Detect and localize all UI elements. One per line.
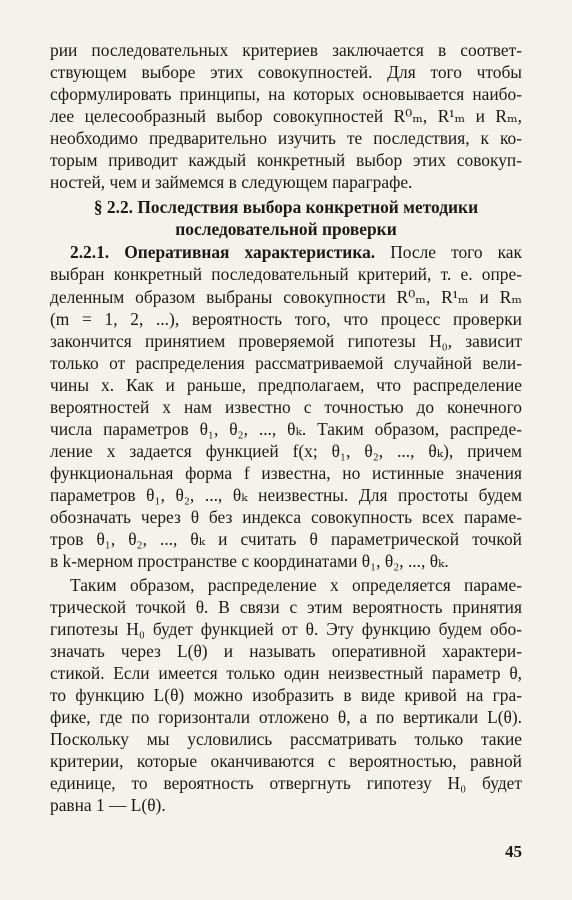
section-heading-line-2: последовательной проверки xyxy=(175,219,397,239)
text-line: в k-мерном пространстве с координатами θ₁, θ₂, ..., θₖ. xyxy=(50,551,449,571)
text-line: (m = 1, 2, ...), вероятность того, что процесс проверки xyxy=(50,309,522,329)
text-line: чины x. Как и раньше, предполагаем, что распределение xyxy=(50,375,522,395)
text-line: торым приводит каждый конкретный выбор этих совокуп- xyxy=(50,150,522,170)
text-line: Поскольку мы условились рассматривать только такие xyxy=(50,729,522,749)
text-line: равна 1 — L(θ). xyxy=(50,795,166,815)
text-line: только от распределения рассматриваемой случайной вели- xyxy=(50,353,522,373)
text-line: лее целесообразный выбор совокупностей R⁰ₘ, R¹ₘ и Rₘ, xyxy=(50,106,522,126)
text-line xyxy=(70,242,522,264)
text-line: обозначать через θ без индекса совокупность всех параме- xyxy=(50,507,522,527)
text-line: деленным образом выбраны совокупности R⁰ₘ, R¹ₘ и Rₘ xyxy=(50,287,522,307)
text-line: фике, где по горизонтали отложено θ, а по вертикали L(θ). xyxy=(50,707,522,727)
text-line: закончится принятием проверяемой гипотезы H₀, зависит xyxy=(50,331,522,351)
text-line: числа параметров θ₁, θ₂, ..., θₖ. Таким образом, распреде- xyxy=(50,419,522,439)
text-line: гипотезы H₀ будет функцией от θ. Эту функцию будем обо- xyxy=(50,619,522,639)
text-line: необходимо предварительно изучить те последствия, к ко- xyxy=(50,128,522,148)
text-line: ностей, чем и займемся в следующем параграфе. xyxy=(50,172,413,192)
text-line: параметров θ₁, θ₂, ..., θₖ неизвестны. Для простоты будем xyxy=(50,485,522,505)
page-number: 45 xyxy=(505,842,522,861)
text-line: то функцию L(θ) можно изобразить в виде кривой на гра- xyxy=(50,685,522,705)
text-line: сформулировать принципы, на которых основывается наибо- xyxy=(50,84,522,104)
text-line: Таким образом, распределение x определяется параме- xyxy=(70,575,522,595)
text-line: стикой. Если имеется только один неизвестный параметр θ, xyxy=(50,663,522,683)
text-run: После того как xyxy=(390,242,522,262)
text-line: ление x задается функцией f(x; θ₁, θ₂, ..., θₖ), причем xyxy=(50,441,522,461)
subsection-title: 2.2.1. Оперативная характеристика. xyxy=(70,242,376,262)
text-line: функциональная форма f известна, но истинные значения xyxy=(50,463,522,483)
text-line: значать через L(θ) и называть оперативной характери- xyxy=(50,641,522,661)
text-line: рии последовательных критериев заключается в соответ- xyxy=(50,40,522,60)
section-heading-line-1: § 2.2. Последствия выбора конкретной методики xyxy=(93,197,479,217)
text-line: трической точкой θ. В связи с этим вероятность принятия xyxy=(50,597,522,617)
text-line: вероятностей x нам известно с точностью до конечного xyxy=(50,397,522,417)
text-line: тров θ₁, θ₂, ..., θₖ и считать θ параметрической точкой xyxy=(50,529,522,549)
text-line: ствующем выборе этих совокупностей. Для того чтобы xyxy=(50,62,522,82)
text-line: единице, то вероятность отвергнуть гипотезу H₀ будет xyxy=(50,773,522,793)
text-line: выбран конкретный последовательный критерий, т. е. опре- xyxy=(50,264,522,284)
text-line: критерии, которые оканчиваются с вероятностью, равной xyxy=(50,751,522,771)
